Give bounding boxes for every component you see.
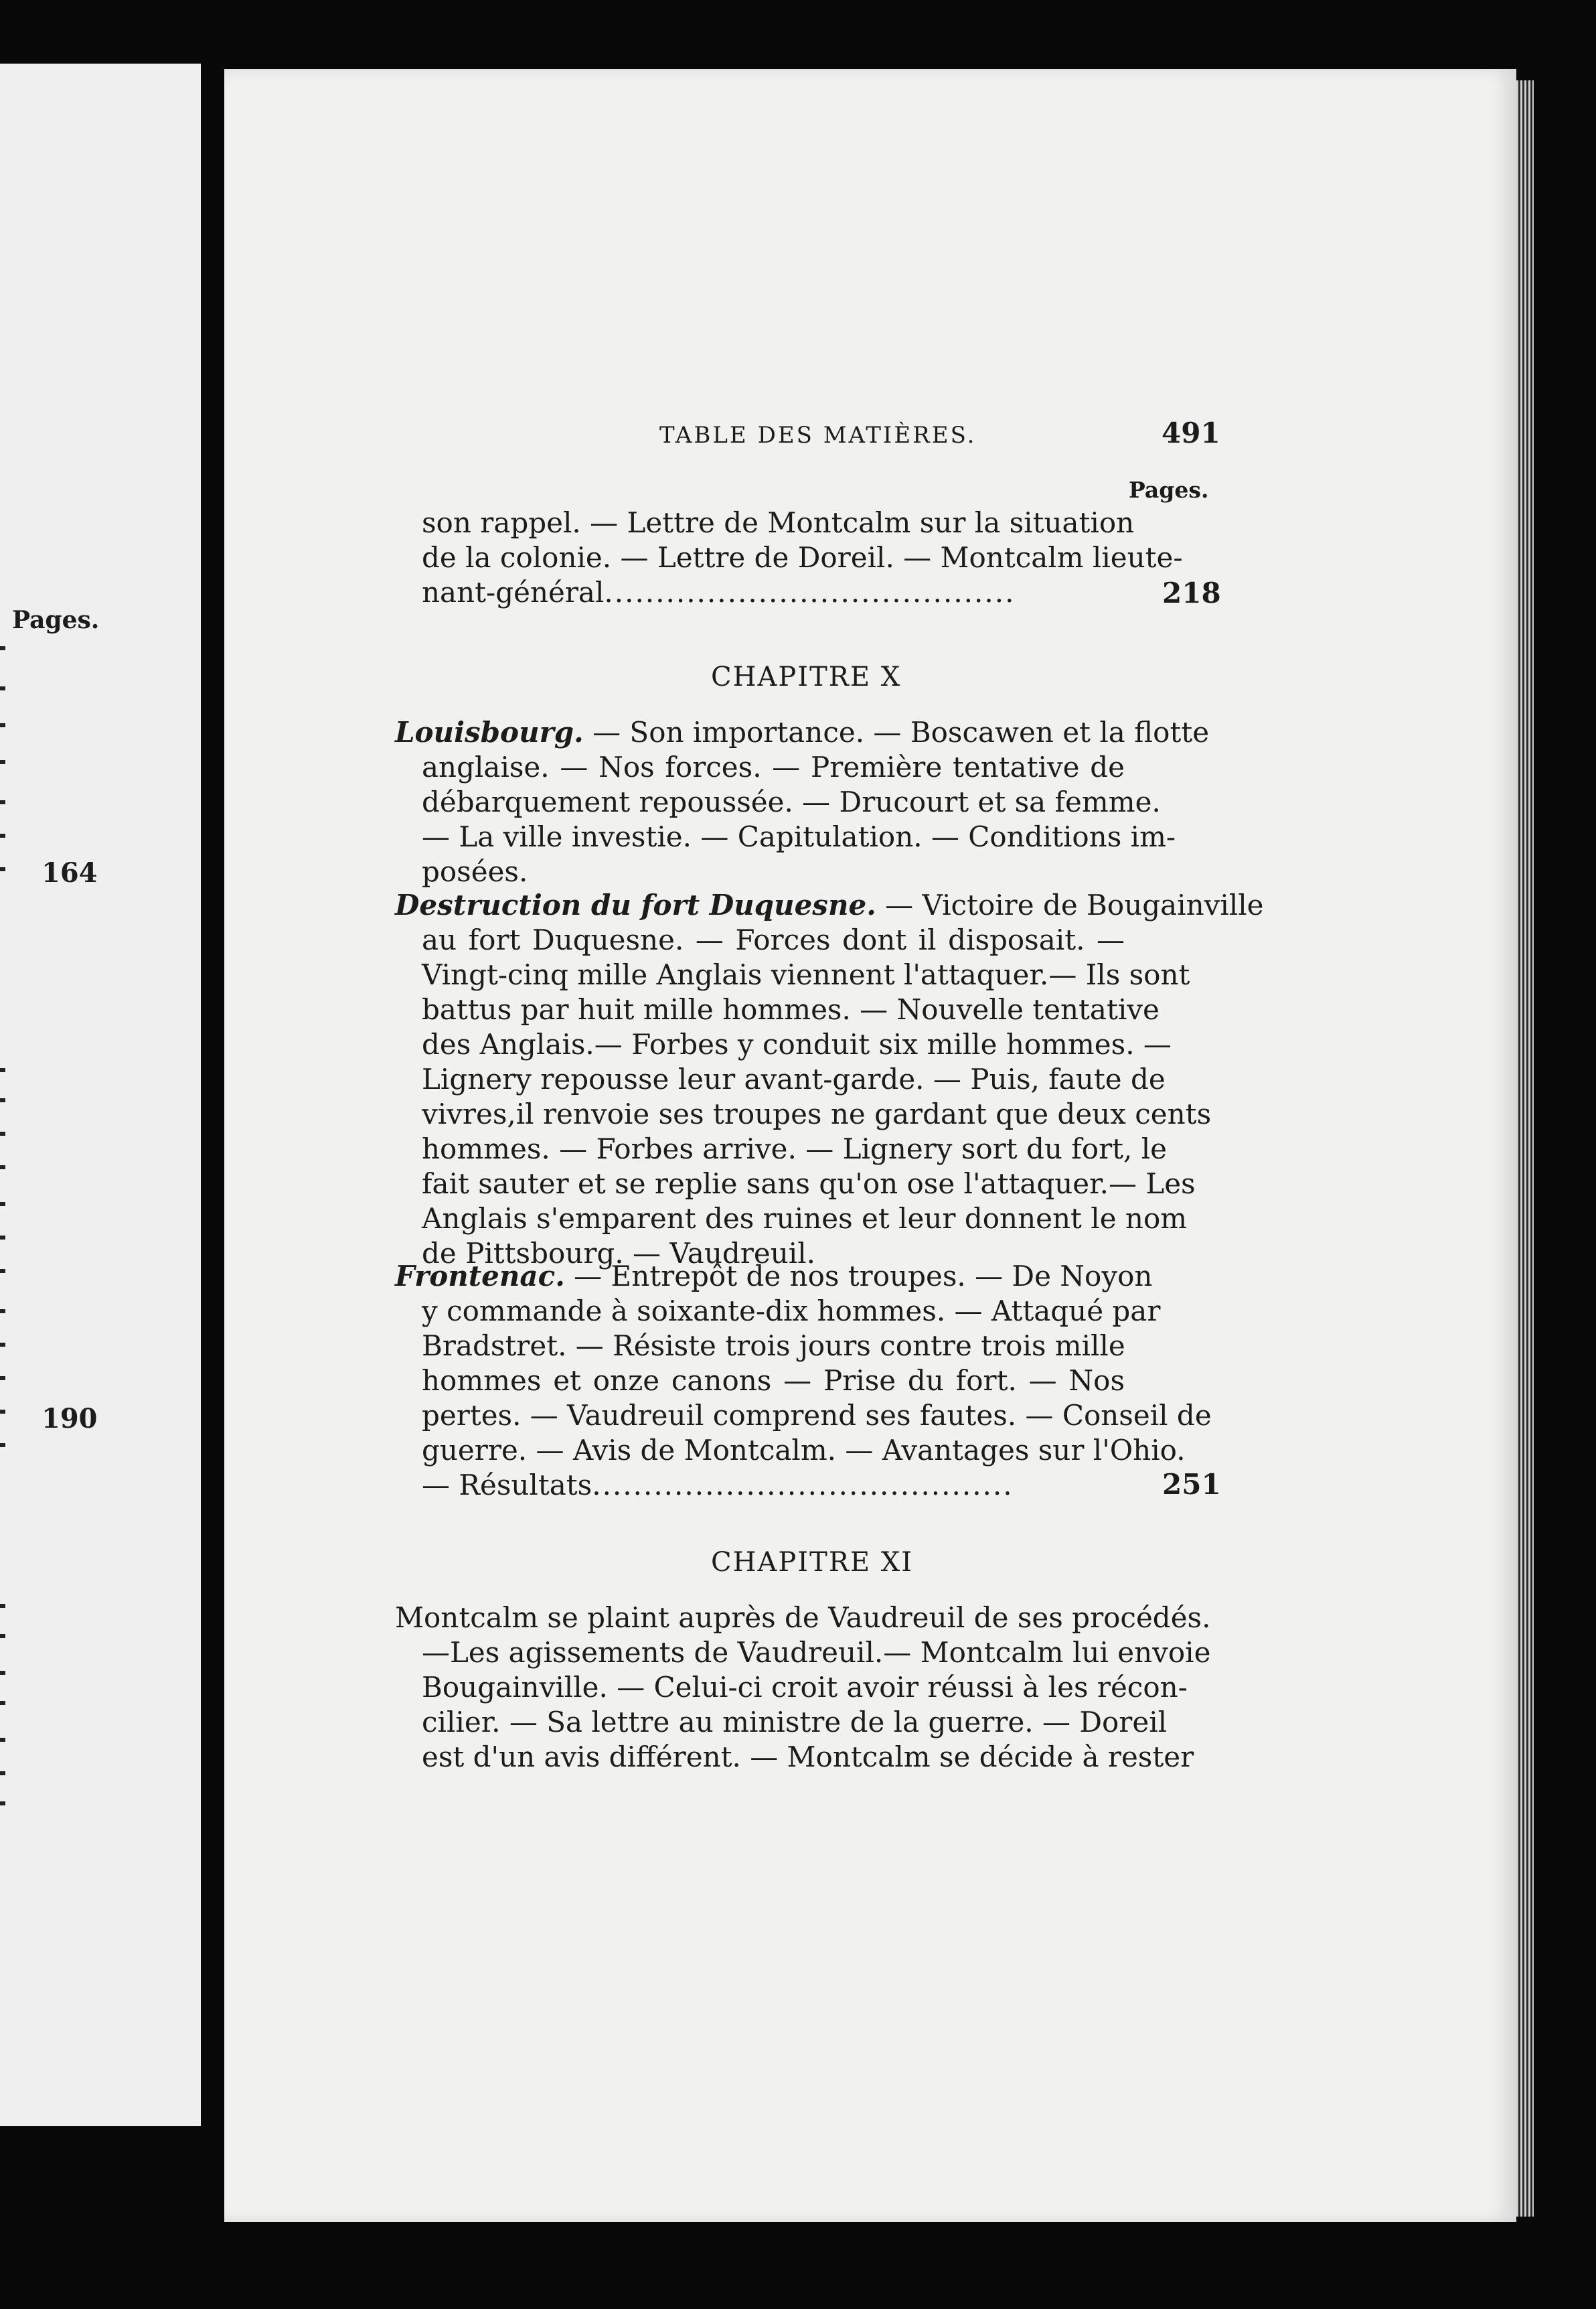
dot-leader: ........................................ xyxy=(604,576,1016,609)
chapter-heading: CHAPITRE XI xyxy=(711,1547,914,1578)
bleed-mark xyxy=(0,1410,5,1414)
entry-line: hommes et onze canons — Prise du fort. — Nos xyxy=(422,1364,1125,1397)
bleed-mark xyxy=(0,686,5,690)
entry-line: Anglais s'emparent des ruines et leur donnent le nom xyxy=(422,1202,1188,1235)
entry-line: Montcalm se plaint auprès de Vaudreuil de ses procédés. xyxy=(395,1601,1211,1634)
bleed-mark xyxy=(0,1068,5,1072)
bleed-mark xyxy=(0,1771,5,1775)
bleed-mark xyxy=(0,723,5,727)
bleed-mark xyxy=(0,1132,5,1136)
entry-line: Lignery repousse leur avant-garde. — Puis, faute de xyxy=(422,1063,1166,1096)
entry-heading: Louisbourg. xyxy=(395,716,584,749)
entry-heading: Destruction du fort Duquesne. xyxy=(395,889,876,921)
page-edges xyxy=(1516,80,1534,2217)
entry-line: y commande à soixante-dix hommes. — Attaqué par xyxy=(422,1294,1161,1327)
entry-line: — Entrepôt de nos troupes. — De Noyon xyxy=(564,1260,1153,1292)
entry-first-line xyxy=(395,1259,1153,1294)
entry-line: posées. xyxy=(422,855,528,888)
bleed-mark xyxy=(0,1343,5,1347)
pages-column-label: Pages. xyxy=(1129,477,1209,503)
entry-line: — Son importance. — Boscawen et la flotte xyxy=(583,716,1210,749)
bleed-mark xyxy=(0,1801,5,1805)
entry-last-line xyxy=(422,575,1125,610)
entry-line: débarquement repoussée. — Drucourt et sa femme. xyxy=(422,786,1161,818)
entry-line: battus par huit mille hommes. — Nouvelle tentative xyxy=(422,993,1160,1026)
bleed-mark xyxy=(0,1738,5,1742)
entry-line: Bougainville. — Celui-ci croit avoir réussi à les récon- xyxy=(422,1671,1188,1704)
bleed-mark xyxy=(0,1634,5,1638)
bleed-mark xyxy=(0,867,5,871)
left-page-number: 190 xyxy=(42,1403,98,1434)
entry-line: cilier. — Sa lettre au ministre de la guerre. — Doreil xyxy=(422,1706,1168,1738)
entry-first-line xyxy=(395,715,1210,750)
entry-line: son rappel. — Lettre de Montcalm sur la situation xyxy=(422,506,1135,539)
entry-line: de la colonie. — Lettre de Doreil. — Montcalm lieute- xyxy=(422,541,1183,574)
entry-line: Vingt-cinq mille Anglais viennent l'attaquer.— Ils sont xyxy=(422,958,1190,991)
chapter-heading: CHAPITRE X xyxy=(711,662,902,692)
entry-line: au fort Duquesne. — Forces dont il disposait. — xyxy=(422,923,1125,956)
entry-line: est d'un avis différent. — Montcalm se décide à rester xyxy=(422,1740,1194,1773)
entry-line: — Victoire de Bougainville xyxy=(876,889,1264,921)
bleed-mark xyxy=(0,1671,5,1675)
bleed-mark xyxy=(0,1202,5,1206)
entry-last-line xyxy=(422,1468,1125,1503)
left-page-number: 164 xyxy=(42,857,98,889)
left-pages-label: Pages. xyxy=(12,606,100,634)
entry-line: vivres,il renvoie ses troupes ne gardant que deux cents xyxy=(422,1098,1212,1130)
bleed-mark xyxy=(0,1269,5,1273)
entry-page-number: 251 xyxy=(1162,1468,1221,1501)
bleed-mark xyxy=(0,1098,5,1102)
bleed-mark xyxy=(0,1236,5,1240)
entry-page-number: 218 xyxy=(1162,577,1221,609)
entry-line: — La ville investie. — Capitulation. — Conditions im- xyxy=(422,820,1176,853)
entry-line: fait sauter et se replie sans qu'on ose l'attaquer.— Les xyxy=(422,1167,1196,1200)
entry-line: guerre. — Avis de Montcalm. — Avantages sur l'Ohio. xyxy=(422,1434,1186,1467)
bleed-mark xyxy=(0,1443,5,1447)
entry-line: de Pittsbourg. — Vaudreuil. xyxy=(422,1237,815,1270)
bleed-mark xyxy=(0,1309,5,1313)
page-number: 491 xyxy=(1162,417,1220,449)
bleed-mark xyxy=(0,646,5,650)
entry-line: des Anglais.— Forbes y conduit six mille hommes. — xyxy=(422,1028,1172,1061)
entry-line: anglaise. — Nos forces. — Première tentative de xyxy=(422,751,1125,784)
bleed-mark xyxy=(0,1165,5,1169)
entry-line: —Les agissements de Vaudreuil.— Montcalm lui envoie xyxy=(422,1636,1211,1669)
bleed-mark xyxy=(0,760,5,764)
entry-line: hommes. — Forbes arrive. — Lignery sort du fort, le xyxy=(422,1132,1168,1165)
entry-heading: Frontenac. xyxy=(395,1260,565,1292)
bleed-mark xyxy=(0,800,5,804)
previous-page-fragment xyxy=(0,64,201,2126)
bleed-mark xyxy=(0,1701,5,1705)
bleed-mark xyxy=(0,1604,5,1608)
entry-line: — Résultats xyxy=(422,1469,592,1501)
running-title: TABLE DES MATIÈRES. xyxy=(659,422,977,449)
entry-line: Bradstret. — Résiste trois jours contre trois mille xyxy=(422,1329,1125,1362)
bleed-mark xyxy=(0,1376,5,1380)
entry-line: pertes. — Vaudreuil comprend ses fautes. — Conseil de xyxy=(422,1399,1212,1432)
entry-first-line xyxy=(395,888,1264,923)
bleed-mark xyxy=(0,834,5,838)
dot-leader: ......................................... xyxy=(592,1469,1014,1501)
entry-line: nant-général xyxy=(422,576,605,609)
